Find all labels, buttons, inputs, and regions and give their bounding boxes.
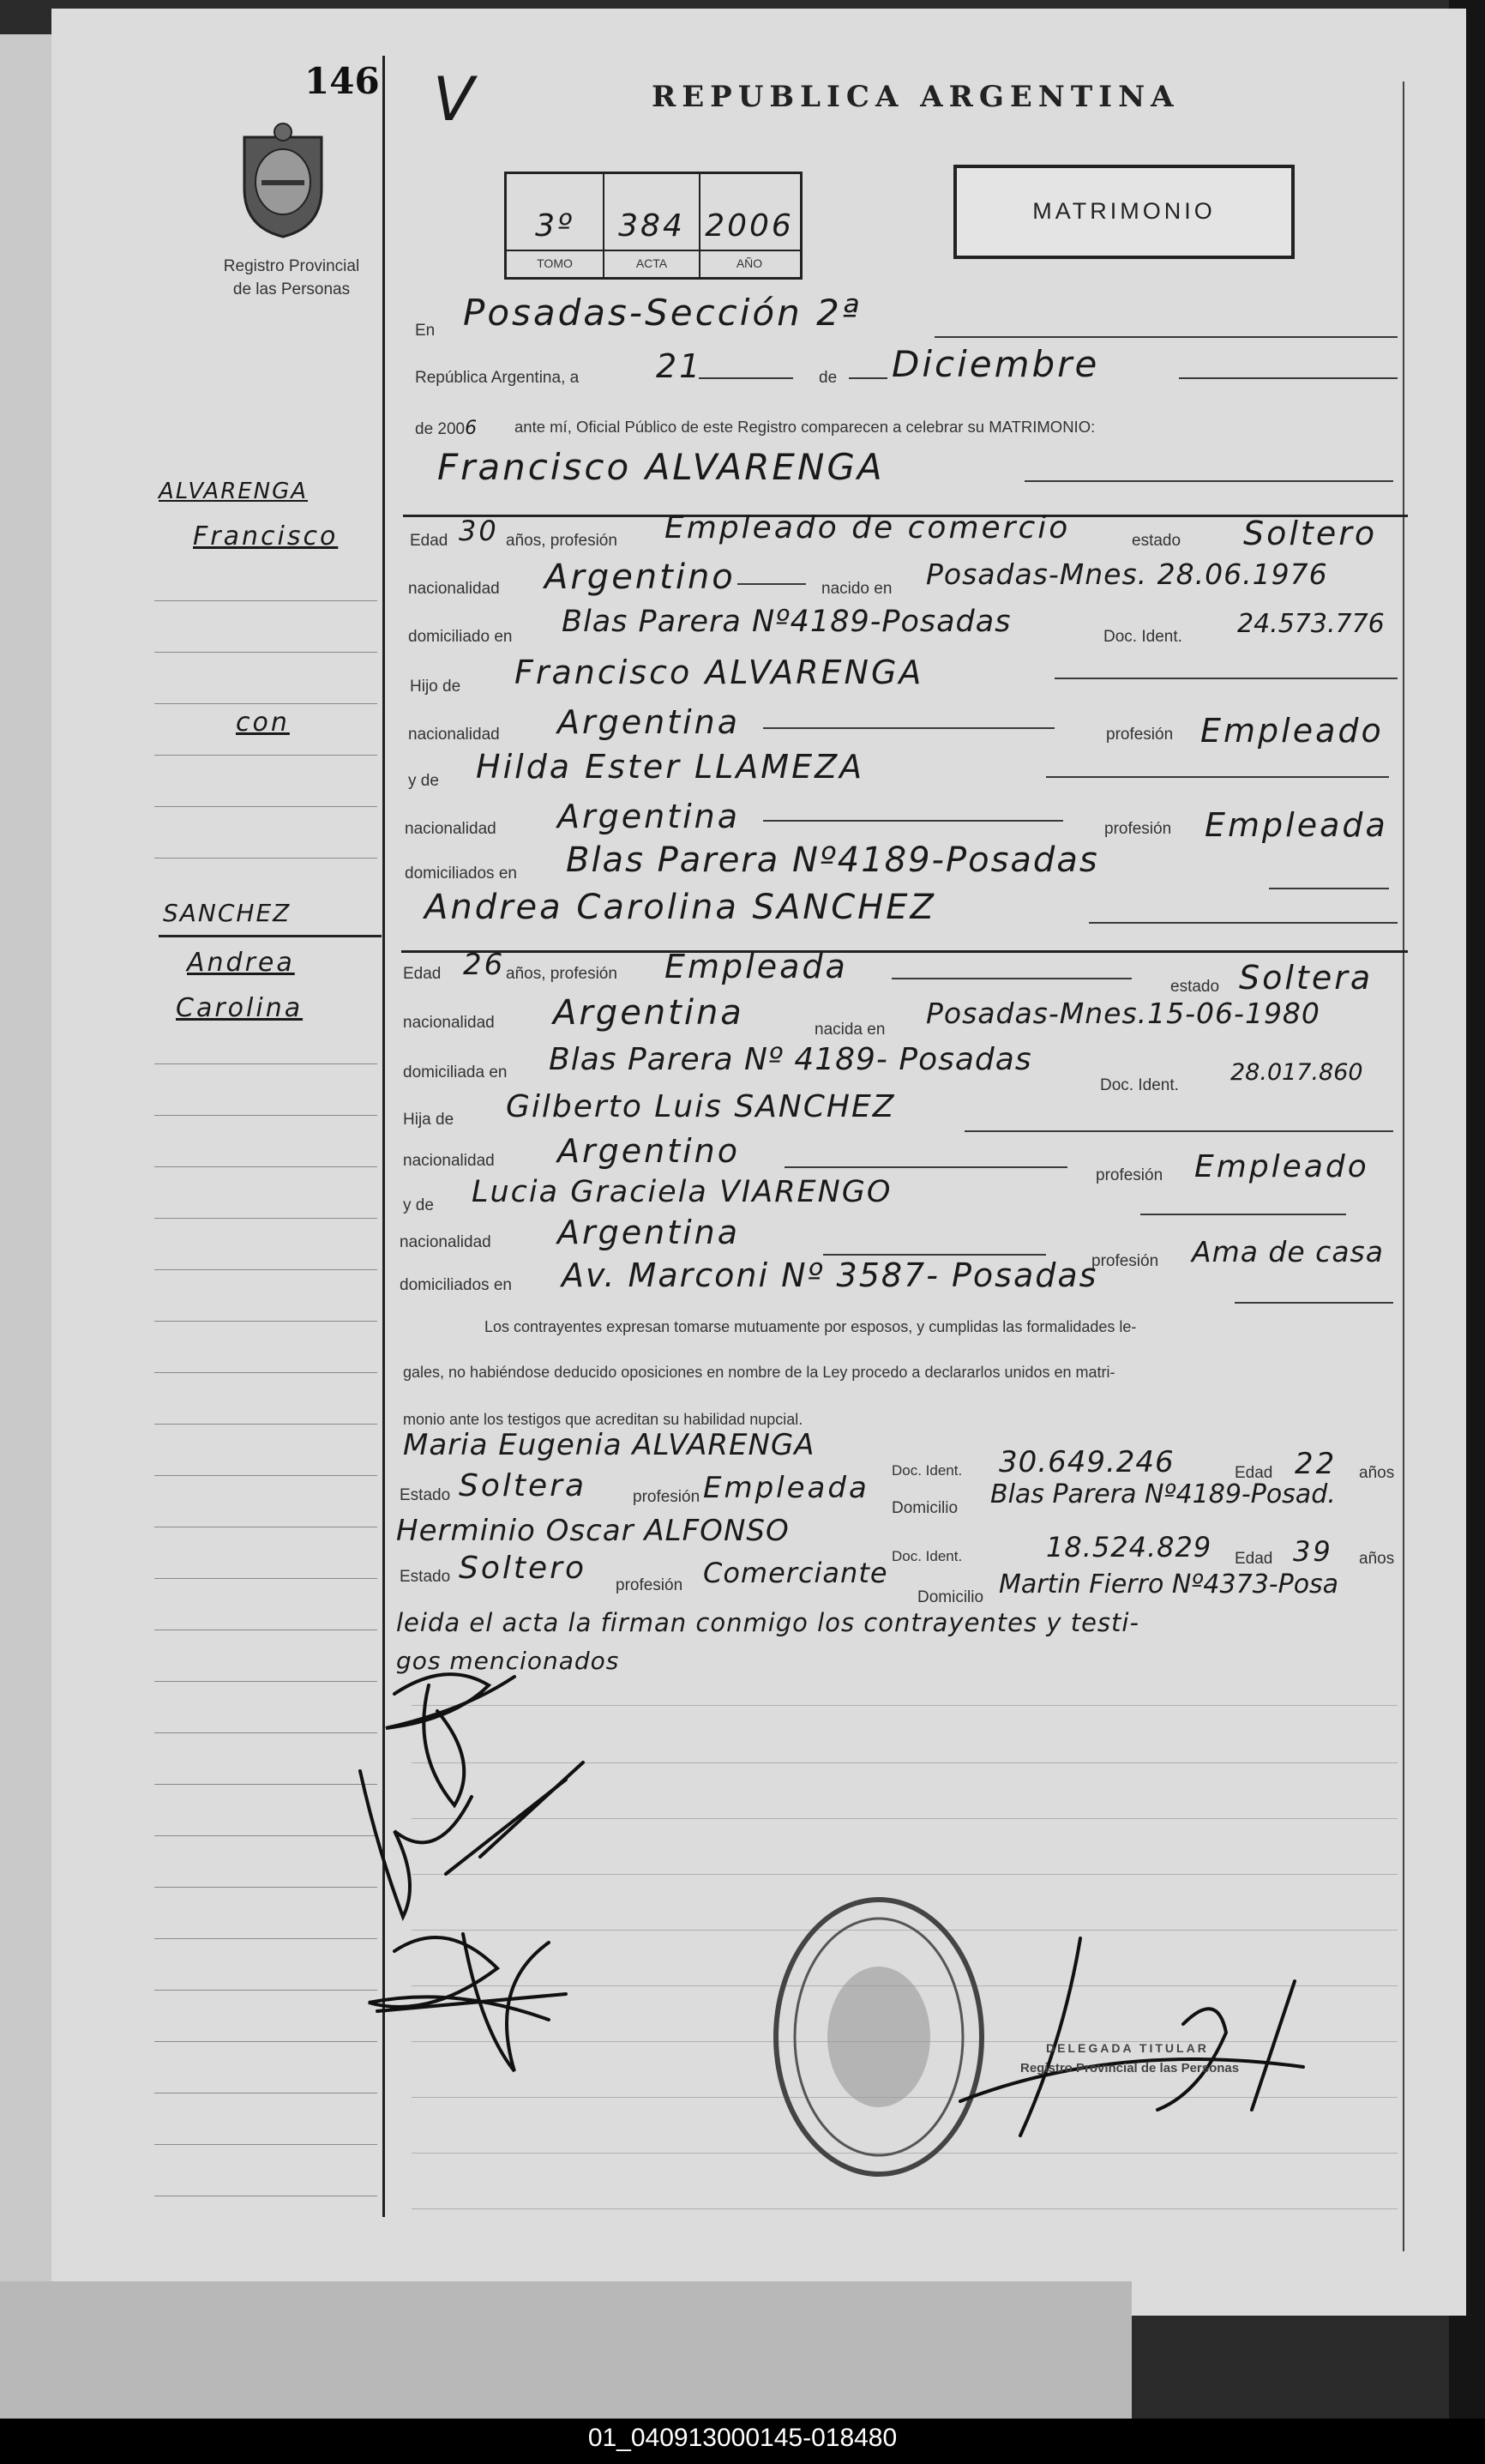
bride-birth: Posadas-Mnes.15-06-1980 xyxy=(926,997,1320,1030)
declaration-line3: monio ante los testigos que acreditan su habilidad nupcial. xyxy=(403,1411,803,1428)
bride-mother-prof: Ama de casa xyxy=(1192,1235,1384,1268)
bride-hija-label: Hija de xyxy=(403,1111,454,1129)
closing-line1: leida el acta la firman conmigo los contrayentes y testi- xyxy=(396,1608,1139,1637)
witness2-estado-label: Estado xyxy=(400,1568,451,1586)
bride-mother: Lucia Graciela VIARENGO xyxy=(472,1175,893,1209)
de-2006-label: de 2006 xyxy=(415,418,478,439)
margin-groom-surname: ALVARENGA xyxy=(159,479,309,504)
bride-father: Gilberto Luis SANCHEZ xyxy=(506,1089,896,1124)
witness2-age: 39 xyxy=(1293,1535,1333,1568)
witness2-profession: Comerciante xyxy=(703,1557,888,1589)
groom-estado: Soltero xyxy=(1243,515,1378,552)
witness1-profesion-label: profesión xyxy=(633,1488,700,1506)
witness2-edad-label: Edad xyxy=(1235,1550,1273,1568)
acta-label: ACTA xyxy=(635,256,668,270)
groom-profesion-label: años, profesión xyxy=(506,532,617,550)
right-border-rule xyxy=(1403,81,1404,2251)
margin-bride-surname: SANCHEZ xyxy=(163,899,292,927)
bride-doc-label: Doc. Ident. xyxy=(1100,1076,1179,1094)
official-signature xyxy=(943,1921,1329,2157)
groom-nacionalidad-label: nacionalidad xyxy=(408,580,500,598)
bride-estado: Soltera xyxy=(1239,959,1374,997)
groom-father-prof-label: profesión xyxy=(1106,726,1174,744)
bride-nacida-label: nacida en xyxy=(815,1021,886,1039)
witness2-domicilio-label: Domicilio xyxy=(917,1588,984,1606)
official-title-line2: Registro Provincial de las Personas xyxy=(1020,2061,1240,2075)
groom-profession: Empleado de comercio xyxy=(664,510,1071,545)
ano-label: AÑO xyxy=(736,256,763,270)
registry-name-line1: Registro Provincial xyxy=(223,257,360,275)
bride-profession: Empleada xyxy=(664,948,848,985)
margin-bride-name1: Andrea xyxy=(187,948,295,978)
bride-profesion-label: años, profesión xyxy=(506,965,617,983)
bride-domiciliada-label: domiciliada en xyxy=(403,1063,508,1081)
bride-mother-prof-label: profesión xyxy=(1091,1252,1159,1270)
groom-father: Francisco ALVARENGA xyxy=(514,654,924,691)
bride-section-rule xyxy=(401,950,1408,953)
groom-parents-address: Blas Parera Nº4189-Posadas xyxy=(566,840,1099,880)
witness2-estado: Soltero xyxy=(459,1551,586,1586)
margin-bride-rule xyxy=(159,935,382,937)
bride-doc: 28.017.860 xyxy=(1230,1059,1363,1086)
declaration-line1: Los contrayentes expresan tomarse mutuamente por esposos, y cumplidas las formalidades le- xyxy=(484,1318,1137,1335)
bride-father-prof: Empleado xyxy=(1194,1149,1369,1184)
witness2-doc: 18.524.829 xyxy=(1046,1531,1212,1563)
act-type-label: MATRIMONIO xyxy=(1032,198,1216,224)
bride-father-nat: Argentino xyxy=(557,1132,740,1170)
bride-address: Blas Parera Nº 4189- Posadas xyxy=(549,1042,1032,1077)
contracting-parties-signatures xyxy=(343,1660,617,2110)
witness1-profession: Empleada xyxy=(703,1471,869,1505)
acta-value: 384 xyxy=(618,208,685,244)
groom-father-nat: Argentina xyxy=(557,703,741,741)
groom-yde-label: y de xyxy=(408,772,439,790)
de-label: de xyxy=(819,369,838,387)
official-title-line1: DELEGADA TITULAR xyxy=(1046,2041,1209,2055)
groom-mother-prof: Empleada xyxy=(1205,806,1388,844)
year-digit: 6 xyxy=(465,418,478,439)
groom-address: Blas Parera Nº4189-Posadas xyxy=(562,605,1012,639)
groom-parents-dom-label: domiciliados en xyxy=(405,865,517,883)
republica-label: República Argentina, a xyxy=(415,369,580,387)
bride-mother-nat-label: nacionalidad xyxy=(400,1233,491,1251)
bride-nacionalidad-label: nacionalidad xyxy=(403,1014,495,1032)
groom-mother-nat-label: nacionalidad xyxy=(405,820,496,838)
bride-father-nat-label: nacionalidad xyxy=(403,1152,495,1170)
witness2-doc-label: Doc. Ident. xyxy=(892,1548,963,1564)
groom-full-name: Francisco ALVARENGA xyxy=(437,446,885,488)
ano-value: 2006 xyxy=(705,208,794,244)
groom-birth: Posadas-Mnes. 28.06.1976 xyxy=(926,557,1328,591)
witness2-anos-label: años xyxy=(1359,1550,1395,1568)
page-bottom-shadow xyxy=(0,2281,1132,2419)
bride-edad-label: Edad xyxy=(403,965,442,983)
bride-age: 26 xyxy=(463,948,506,982)
margin-bride-name2: Carolina xyxy=(176,993,304,1023)
groom-nationality: Argentino xyxy=(544,557,736,597)
place-value: Posadas-Sección 2ª xyxy=(463,292,862,334)
witness1-estado: Soltera xyxy=(459,1468,587,1503)
witness1-edad-label: Edad xyxy=(1235,1464,1273,1482)
margin-con: con xyxy=(236,708,290,738)
bride-parents-address: Av. Marconi Nº 3587- Posadas xyxy=(562,1256,1098,1294)
witness2-profesion-label: profesión xyxy=(616,1576,683,1594)
country-title: REPUBLICA ARGENTINA xyxy=(652,80,1180,114)
declaration-line2: gales, no habiéndose deducido oposiciones en nombre de la Ley procedo a declararlos unidos en matri- xyxy=(403,1364,1115,1381)
registry-name-line2: de las Personas xyxy=(232,280,351,298)
groom-father-nat-label: nacionalidad xyxy=(408,726,500,744)
groom-hijo-label: Hijo de xyxy=(410,678,461,696)
groom-mother: Hilda Ester LLAMEZA xyxy=(476,748,865,786)
day-value: 21 xyxy=(656,347,703,385)
initial-mark: V xyxy=(433,64,477,135)
groom-mother-prof-label: profesión xyxy=(1104,820,1172,838)
bride-full-name: Andrea Carolina SANCHEZ xyxy=(424,888,936,927)
witness1-name: Maria Eugenia ALVARENGA xyxy=(403,1428,815,1462)
groom-doc-label: Doc. Ident. xyxy=(1103,628,1182,646)
bride-estado-label: estado xyxy=(1170,978,1220,996)
witness1-anos-label: años xyxy=(1359,1464,1395,1482)
bride-father-prof-label: profesión xyxy=(1096,1166,1163,1184)
bride-parents-dom-label: domiciliados en xyxy=(400,1276,512,1294)
witness1-estado-label: Estado xyxy=(400,1486,451,1504)
witness1-domicilio-label: Domicilio xyxy=(892,1499,959,1517)
groom-domiciliado-label: domiciliado en xyxy=(408,628,513,646)
margin-groom-name: Francisco xyxy=(193,521,339,551)
groom-father-prof: Empleado xyxy=(1200,712,1384,750)
groom-nacido-label: nacido en xyxy=(821,580,893,598)
file-code: 01_040913000145-018480 xyxy=(587,2424,898,2452)
witness1-doc: 30.649.246 xyxy=(999,1445,1175,1479)
bride-mother-nat: Argentina xyxy=(557,1214,741,1251)
month-value: Diciembre xyxy=(892,343,1100,385)
groom-estado-label: estado xyxy=(1132,532,1181,550)
register-number-box xyxy=(504,172,803,280)
groom-doc: 24.573.776 xyxy=(1237,609,1385,639)
bride-yde-label: y de xyxy=(403,1196,434,1214)
folio-number: 146 xyxy=(304,60,380,102)
intro-statement: ante mí, Oficial Público de este Registro comparecen a celebrar su MATRIMONIO: xyxy=(514,418,1096,436)
witness2-address: Martin Fierro Nº4373-Posa xyxy=(999,1569,1339,1599)
witness1-doc-label: Doc. Ident. xyxy=(892,1462,963,1479)
en-label: En xyxy=(415,322,436,340)
act-type-box xyxy=(953,165,1295,259)
groom-mother-nat: Argentina xyxy=(557,798,741,835)
tomo-value: 3º xyxy=(535,208,574,244)
tomo-label: TOMO xyxy=(537,256,573,270)
bride-nationality: Argentina xyxy=(553,993,744,1033)
witness1-age: 22 xyxy=(1295,1447,1338,1481)
witness1-address: Blas Parera Nº4189-Posad. xyxy=(990,1479,1336,1509)
witness2-name: Herminio Oscar ALFONSO xyxy=(396,1514,790,1548)
closing-line2: gos mencionados xyxy=(396,1647,620,1675)
groom-edad-label: Edad xyxy=(410,532,448,550)
groom-age: 30 xyxy=(459,515,499,547)
coat-of-arms-icon xyxy=(236,120,330,244)
